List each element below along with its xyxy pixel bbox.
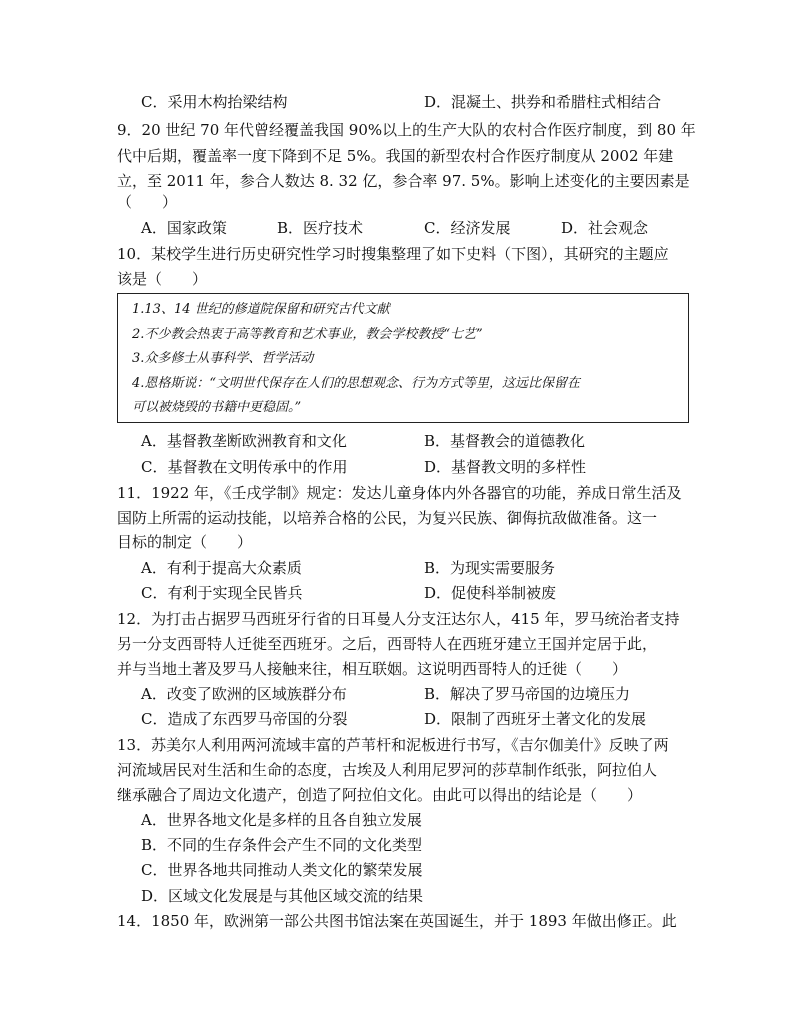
- q13-option-c[interactable]: C．世界各地共同推动人类文化的繁荣发展: [141, 861, 423, 879]
- q11-stem-line-3: 目标的制定（ ）: [117, 533, 253, 551]
- q8-option-d[interactable]: D．混凝土、拱券和希腊柱式相结合: [424, 93, 662, 111]
- q12-option-c[interactable]: C．造成了东西罗马帝国的分裂: [141, 710, 348, 728]
- q11-stem-line-1: 11．1922 年，《壬戌学制》规定：发达儿童身体内外各器官的功能，养成日常生活及: [117, 484, 682, 502]
- q10-source-line-2: 2.不少教会热衷于高等教育和艺术事业，教会学校教授“七艺”: [132, 327, 483, 342]
- q12-option-b[interactable]: B．解决了罗马帝国的边境压力: [424, 685, 631, 703]
- q9-answer-blank: （ ）: [117, 193, 178, 211]
- q11-option-d[interactable]: D．促使科举制被废: [424, 584, 557, 602]
- q12-option-a[interactable]: A．改变了欧洲的区域族群分布: [141, 685, 347, 703]
- q8-option-c[interactable]: C．采用木构抬梁结构: [141, 93, 288, 111]
- q9-stem-line-2: 代中后期，覆盖率一度下降到不足 5%。我国的新型农村合作医疗制度从 2002 年建: [117, 147, 674, 165]
- q11-option-b[interactable]: B．为现实需要服务: [424, 559, 556, 577]
- q11-option-c[interactable]: C．有利于实现全民皆兵: [141, 584, 303, 602]
- q10-source-line-1: 1.13、14 世纪的修道院保留和研究古代文献: [132, 302, 390, 317]
- q9-stem-line-1: 9．20 世纪 70 年代曾经覆盖我国 90%以上的生产大队的农村合作医疗制度，到 80 年: [117, 121, 696, 139]
- q10-source-line-3: 3.众多修士从事科学、哲学活动: [132, 351, 314, 366]
- q13-option-d[interactable]: D．区域文化发展是与其他区域交流的结果: [141, 887, 424, 905]
- q9-option-a[interactable]: A．国家政策: [141, 219, 227, 237]
- q12-option-d[interactable]: D．限制了西班牙土著文化的发展: [424, 710, 647, 728]
- q12-stem-line-2: 另一分支西哥特人迁徙至西班牙。之后，西哥特人在西班牙建立王国并定居于此，: [117, 635, 658, 653]
- q10-option-a[interactable]: A．基督教垄断欧洲教育和文化: [141, 432, 347, 450]
- q10-stem-line-2: 该是（ ）: [117, 270, 208, 288]
- q14-stem-line-1: 14．1850 年，欧洲第一部公共图书馆法案在英国诞生，并于 1893 年做出修正。此: [117, 912, 677, 930]
- q10-option-c[interactable]: C．基督教在文明传承中的作用: [141, 458, 348, 476]
- q9-stem-line-3: 立，至 2011 年，参合人数达 8. 32 亿，参合率 97. 5%。影响上述变化的主要因素是: [117, 172, 690, 190]
- q12-stem-line-3: 并与当地土著及罗马人接触来往，相互联姻。这说明西哥特人的迁徙（ ）: [117, 660, 628, 678]
- q11-stem-line-2: 国防上所需的运动技能，以培养合格的公民，为复兴民族、御侮抗敌做准备。这一: [117, 509, 658, 527]
- q13-stem-line-1: 13．苏美尔人利用两河流域丰富的芦苇杆和泥板进行书写，《吉尔伽美什》反映了两: [117, 736, 669, 754]
- q13-stem-line-3: 继承融合了周边文化遗产，创造了阿拉伯文化。由此可以得出的结论是（ ）: [117, 786, 643, 804]
- q13-stem-line-2: 河流域居民对生活和生命的态度，古埃及人利用尼罗河的莎草制作纸张，阿拉伯人: [117, 761, 658, 779]
- q13-option-a[interactable]: A．世界各地文化是多样的且各自独立发展: [141, 811, 422, 829]
- q9-option-b[interactable]: B．医疗技术: [277, 219, 364, 237]
- q10-stem-line-1: 10．某校学生进行历史研究性学习时搜集整理了如下史料（下图），其研究的主题应: [117, 245, 669, 263]
- q12-stem-line-1: 12．为打击占据罗马西班牙行省的日耳曼人分支汪达尔人，415 年，罗马统治者支持: [117, 610, 680, 628]
- q9-option-d[interactable]: D．社会观念: [561, 219, 649, 237]
- q11-option-a[interactable]: A．有利于提高大众素质: [141, 559, 302, 577]
- q10-source-line-5: 可以被烧毁的书籍中更稳固。”: [132, 400, 302, 415]
- q13-option-b[interactable]: B．不同的生存条件会产生不同的文化类型: [141, 836, 423, 854]
- q10-source-box: [117, 293, 689, 423]
- q10-option-b[interactable]: B．基督教会的道德教化: [424, 432, 586, 450]
- q9-option-c[interactable]: C．经济发展: [424, 219, 511, 237]
- q10-source-line-4: 4.恩格斯说：“文明世代保存在人们的思想观念、行为方式等里，这远比保留在: [132, 376, 581, 391]
- q10-option-d[interactable]: D．基督教文明的多样性: [424, 458, 587, 476]
